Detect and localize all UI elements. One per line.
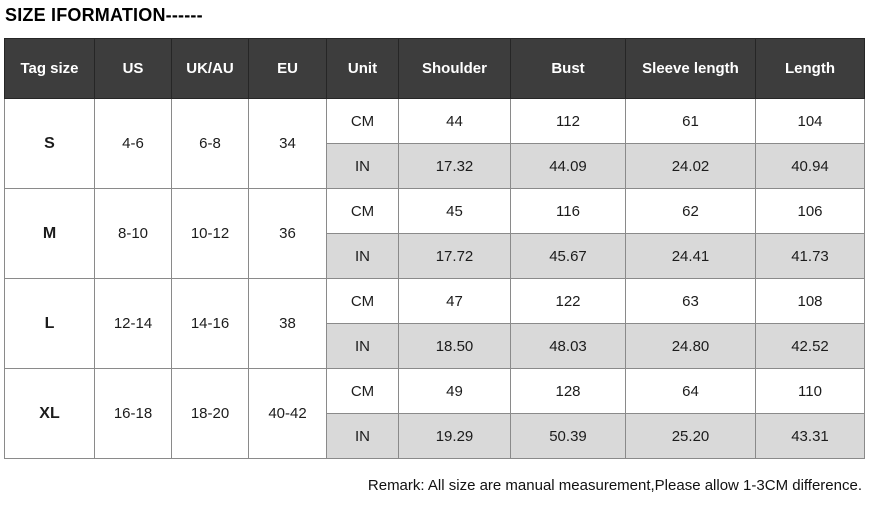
cell-length: 108 [756, 279, 865, 324]
cell-bust: 116 [511, 189, 626, 234]
cell-us: 12-14 [95, 279, 172, 369]
cell-shoulder: 49 [399, 369, 511, 414]
cell-shoulder: 18.50 [399, 324, 511, 369]
cell-length: 104 [756, 99, 865, 144]
header-row [5, 39, 865, 99]
page-title: SIZE IFORMATION------ [5, 5, 203, 25]
cell-length: 40.94 [756, 144, 865, 189]
cell-sleeve-length: 61 [626, 99, 756, 144]
cell-shoulder: 17.72 [399, 234, 511, 279]
cell-shoulder: 47 [399, 279, 511, 324]
cell-shoulder: 44 [399, 99, 511, 144]
cell-eu: 38 [249, 279, 327, 369]
row-xl-cm [5, 369, 865, 414]
row-l-cm [5, 279, 865, 324]
cell-sleeve-length: 63 [626, 279, 756, 324]
cell-uk-au: 10-12 [172, 189, 249, 279]
cell-unit: CM [327, 99, 399, 144]
size-chart-table [4, 38, 865, 459]
cell-us: 16-18 [95, 369, 172, 459]
cell-sleeve-length: 24.02 [626, 144, 756, 189]
cell-tag-size: M [5, 189, 95, 279]
header-length: Length [756, 39, 865, 99]
cell-uk-au: 18-20 [172, 369, 249, 459]
cell-sleeve-length: 24.80 [626, 324, 756, 369]
cell-bust: 50.39 [511, 414, 626, 459]
cell-sleeve-length: 64 [626, 369, 756, 414]
cell-eu: 34 [249, 99, 327, 189]
cell-bust: 112 [511, 99, 626, 144]
cell-unit: IN [327, 324, 399, 369]
cell-sleeve-length: 62 [626, 189, 756, 234]
cell-bust: 122 [511, 279, 626, 324]
cell-unit: CM [327, 369, 399, 414]
cell-length: 43.31 [756, 414, 865, 459]
cell-uk-au: 6-8 [172, 99, 249, 189]
cell-us: 4-6 [95, 99, 172, 189]
header-shoulder: Shoulder [399, 39, 511, 99]
cell-tag-size: XL [5, 369, 95, 459]
cell-bust: 45.67 [511, 234, 626, 279]
cell-sleeve-length: 24.41 [626, 234, 756, 279]
cell-length: 41.73 [756, 234, 865, 279]
header-bust: Bust [511, 39, 626, 99]
cell-shoulder: 19.29 [399, 414, 511, 459]
header-us: US [95, 39, 172, 99]
cell-eu: 40-42 [249, 369, 327, 459]
row-s-cm [5, 99, 865, 144]
header-unit: Unit [327, 39, 399, 99]
cell-us: 8-10 [95, 189, 172, 279]
cell-unit: IN [327, 414, 399, 459]
cell-unit: IN [327, 234, 399, 279]
cell-tag-size: L [5, 279, 95, 369]
cell-length: 42.52 [756, 324, 865, 369]
cell-sleeve-length: 25.20 [626, 414, 756, 459]
cell-tag-size: S [5, 99, 95, 189]
header-sleeve-length: Sleeve length [626, 39, 756, 99]
cell-bust: 128 [511, 369, 626, 414]
cell-bust: 44.09 [511, 144, 626, 189]
header-uk-au: UK/AU [172, 39, 249, 99]
cell-unit: CM [327, 189, 399, 234]
cell-unit: CM [327, 279, 399, 324]
header-tag-size: Tag size [5, 39, 95, 99]
header-eu: EU [249, 39, 327, 99]
cell-length: 110 [756, 369, 865, 414]
cell-bust: 48.03 [511, 324, 626, 369]
row-m-cm [5, 189, 865, 234]
cell-shoulder: 45 [399, 189, 511, 234]
cell-eu: 36 [249, 189, 327, 279]
cell-uk-au: 14-16 [172, 279, 249, 369]
cell-shoulder: 17.32 [399, 144, 511, 189]
cell-length: 106 [756, 189, 865, 234]
cell-unit: IN [327, 144, 399, 189]
remark-text: Remark: All size are manual measurement,Please allow 1-3CM difference. [367, 477, 862, 494]
